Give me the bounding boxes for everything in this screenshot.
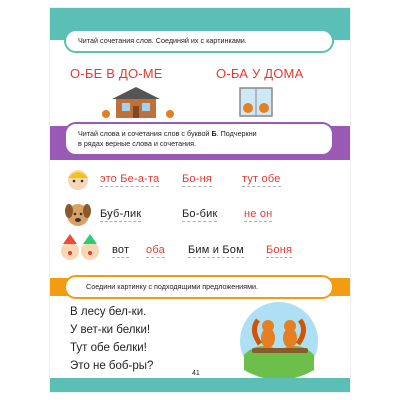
- row2-word-3[interactable]: не он: [244, 208, 273, 220]
- sentence-3: Тут обе белки!: [70, 342, 147, 354]
- window-with-animals-illustration: [236, 86, 276, 120]
- dog-face-icon: [64, 201, 92, 229]
- top-teal-band: [50, 8, 350, 22]
- row2-word-2[interactable]: Бо-бик: [182, 208, 218, 220]
- phrase-oba-u-doma: О-БА У ДОМА: [216, 66, 304, 81]
- squirrels-picture[interactable]: [238, 300, 320, 382]
- row3-word-3[interactable]: Бим и Бом: [188, 244, 244, 256]
- row3-word-1[interactable]: вот: [112, 244, 130, 256]
- workbook-page: [50, 8, 350, 392]
- sentence-2: У вет-ки белки!: [70, 324, 151, 336]
- phrase-obe-v-dome: О-БЕ В ДО-МЕ: [70, 66, 163, 81]
- clowns-icon: [58, 234, 102, 264]
- sentence-4: Это не боб-ры?: [70, 360, 154, 372]
- row3-word-2[interactable]: оба: [146, 244, 165, 256]
- page-number: 41: [192, 370, 200, 377]
- row1-word-3[interactable]: тут обе: [242, 173, 281, 185]
- section2-instruction: Читай слова и сочетания слов с буквой Б. Подчеркни в рядах верные слова и сочетания.: [64, 122, 334, 156]
- row2-word-1[interactable]: Буб-лик: [100, 208, 142, 220]
- house-with-chickens-illustration: [98, 86, 178, 120]
- row3-word-4[interactable]: Боня: [266, 244, 293, 256]
- row1-word-2[interactable]: Бо-ня: [182, 173, 213, 185]
- girl-face-icon: [64, 166, 92, 192]
- row1-word-1[interactable]: это Бе-а-та: [100, 173, 160, 185]
- bottom-teal-band: [50, 378, 350, 392]
- section1-instruction: Читай сочетания слов. Соединяй их с картинками.: [64, 29, 334, 53]
- section3-instruction: Соедини картинку с подходящими предложениями.: [64, 275, 334, 299]
- sentence-1: В лесу бел-ки.: [70, 306, 147, 318]
